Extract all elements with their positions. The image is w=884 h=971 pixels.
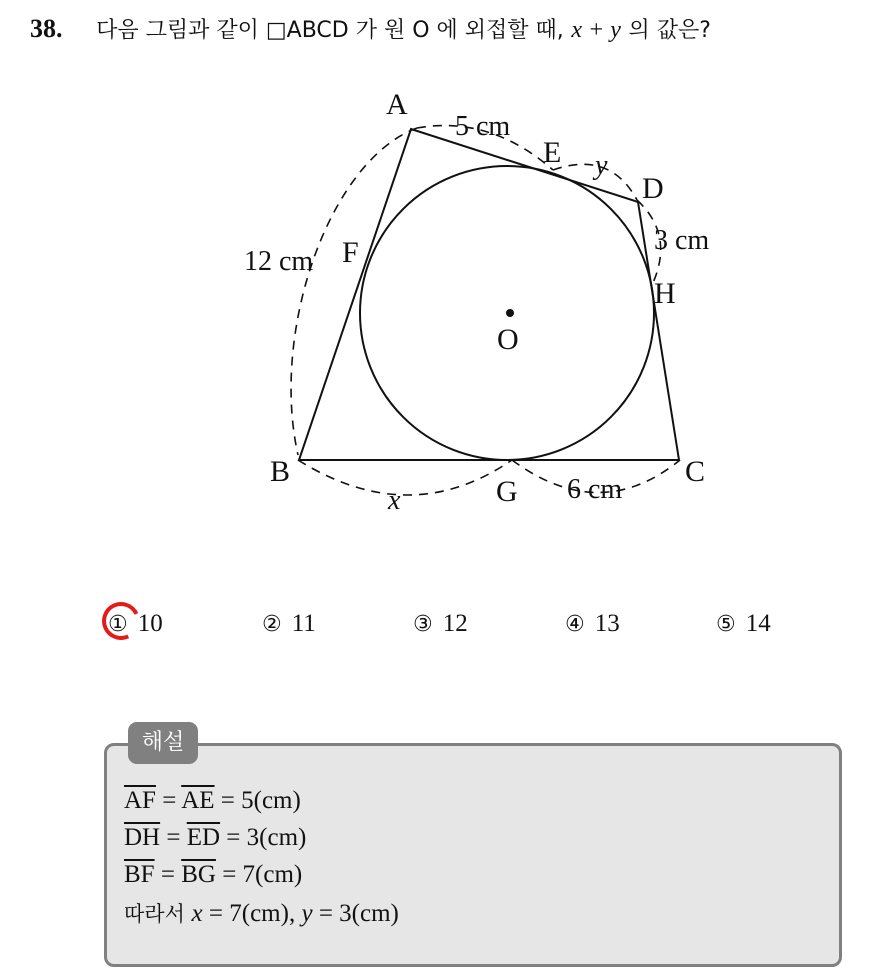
solution-box bbox=[104, 743, 842, 967]
question-text-after: 의 값은? bbox=[628, 18, 711, 43]
arc-ab-12cm bbox=[291, 128, 417, 455]
segment-dh: $\overline{DH}$ bbox=[124, 824, 161, 851]
measure-ab: 12 cm bbox=[244, 246, 314, 277]
center-point bbox=[506, 309, 514, 317]
conclusion-x: x bbox=[191, 900, 203, 927]
label-point-f: F bbox=[342, 236, 359, 269]
arc-bg-x bbox=[298, 460, 512, 495]
conclusion-y: y bbox=[301, 900, 313, 927]
conclusion-prefix: 따라서 bbox=[124, 902, 192, 926]
solution-label: 해설 bbox=[128, 722, 198, 764]
measure-gc: 6 cm bbox=[567, 474, 623, 505]
segment-bg: $\overline{BG}$ bbox=[181, 861, 216, 888]
choice-4[interactable] bbox=[565, 606, 620, 643]
measure-dh: 3 cm bbox=[654, 225, 710, 256]
choice-4-mark: ④ bbox=[565, 612, 585, 637]
choice-1-mark: ① bbox=[108, 612, 128, 637]
choice-3-value: 12 bbox=[442, 610, 468, 637]
choice-5[interactable] bbox=[716, 606, 771, 643]
question-number: 38. bbox=[30, 14, 63, 43]
choice-2[interactable] bbox=[262, 606, 316, 643]
choice-2-value: 11 bbox=[291, 610, 316, 637]
solution-line-3-value: = 7(cm) bbox=[215, 861, 303, 888]
label-point-e: E bbox=[543, 136, 562, 169]
choice-3-mark: ③ bbox=[413, 612, 433, 637]
solution-line-2: $\overline{DH} = \overline{ED} = 3(cm)$ bbox=[124, 824, 307, 851]
choice-5-mark: ⑤ bbox=[716, 612, 736, 637]
choice-1-value: 10 bbox=[137, 610, 163, 637]
label-vertex-b: B bbox=[270, 455, 291, 488]
measure-ae: 5 cm bbox=[455, 111, 511, 142]
solution-conclusion bbox=[124, 897, 399, 931]
solution-line-1: $\overline{AF} = \overline{AE} = 5(cm)$ bbox=[124, 787, 301, 814]
label-vertex-c: C bbox=[685, 455, 706, 488]
segment-af: $\overline{AF}$ bbox=[124, 787, 156, 814]
label-center-o: O bbox=[497, 323, 519, 356]
solution-line-3: $\overline{BF} = \overline{BG} = 7(cm)$ bbox=[124, 861, 303, 888]
choice-5-value: 14 bbox=[745, 610, 771, 637]
solution-line-1-value: = 5(cm) bbox=[214, 787, 301, 814]
label-point-h: H bbox=[654, 277, 676, 310]
question-text-before: 다음 그림과 같이 □ABCD 가 원 O 에 외접할 때, bbox=[96, 18, 564, 43]
question-math: x + y bbox=[571, 17, 621, 43]
segment-ae: $\overline{AE}$ bbox=[181, 787, 215, 814]
choice-3[interactable] bbox=[413, 606, 468, 643]
measure-bg: x bbox=[388, 485, 401, 516]
solution-line-2-value: = 3(cm) bbox=[220, 824, 307, 851]
choice-2-mark: ② bbox=[262, 612, 282, 637]
conclusion-y-value: = 3(cm) bbox=[312, 900, 399, 927]
label-vertex-d: D bbox=[642, 172, 664, 205]
label-point-g: G bbox=[496, 475, 518, 508]
measure-ed: y bbox=[595, 150, 608, 181]
conclusion-x-value: = 7(cm), bbox=[202, 900, 302, 927]
label-vertex-a: A bbox=[386, 88, 408, 121]
segment-bf: $\overline{BF}$ bbox=[124, 861, 155, 888]
choice-4-value: 13 bbox=[594, 610, 620, 637]
segment-ed: $\overline{ED}$ bbox=[186, 824, 221, 851]
